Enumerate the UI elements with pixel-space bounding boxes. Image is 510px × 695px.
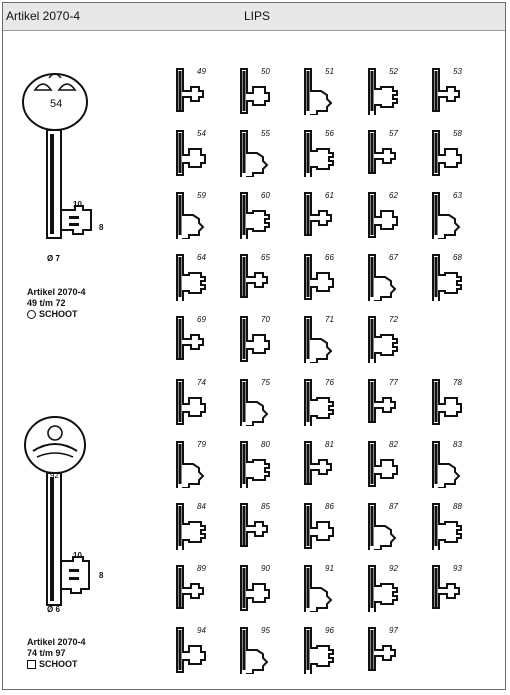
bit-number-label: 65 bbox=[261, 253, 270, 262]
bit-profile-74 bbox=[173, 374, 217, 426]
header-brand: LIPS bbox=[244, 9, 271, 23]
bit-profile-drawing bbox=[429, 560, 473, 612]
bit-number-label: 80 bbox=[261, 440, 270, 449]
bit-profile-58 bbox=[429, 125, 473, 177]
bit-number-label: 85 bbox=[261, 502, 270, 511]
bit-number-label: 86 bbox=[325, 502, 334, 511]
bit-profile-62 bbox=[365, 187, 409, 239]
bit-profile-92 bbox=[365, 560, 409, 612]
bit-profile-59 bbox=[173, 187, 217, 239]
bit-profile-drawing bbox=[301, 622, 345, 674]
bit-profile-drawing bbox=[365, 125, 409, 177]
bit-profile-81 bbox=[301, 436, 345, 488]
bit-number-label: 56 bbox=[325, 129, 334, 138]
bit-profile-drawing bbox=[173, 498, 217, 550]
bit-number-label: 51 bbox=[325, 67, 334, 76]
bit-number-label: 95 bbox=[261, 626, 270, 635]
bit-number-label: 70 bbox=[261, 315, 270, 324]
key-drawing-2 bbox=[19, 413, 119, 613]
bit-profile-drawing bbox=[365, 560, 409, 612]
bit-profile-drawing bbox=[301, 125, 345, 177]
bit-profile-72 bbox=[365, 311, 409, 363]
bit-profile-drawing bbox=[365, 187, 409, 239]
bit-number-label: 50 bbox=[261, 67, 270, 76]
bit-number-label: 94 bbox=[197, 626, 206, 635]
bit-number-label: 93 bbox=[453, 564, 462, 573]
bit-profile-drawing bbox=[173, 560, 217, 612]
bit-profile-drawing bbox=[301, 498, 345, 550]
bit-profile-drawing bbox=[365, 436, 409, 488]
bit-profile-63 bbox=[429, 187, 473, 239]
bit-profile-49 bbox=[173, 63, 217, 115]
bit-profile-drawing bbox=[429, 63, 473, 115]
bit-profile-51 bbox=[301, 63, 345, 115]
key-2-outline bbox=[19, 413, 119, 613]
key-1-bow-number: 54 bbox=[50, 98, 63, 110]
bit-profile-drawing bbox=[237, 622, 281, 674]
bit-profile-61 bbox=[301, 187, 345, 239]
bit-number-label: 69 bbox=[197, 315, 206, 324]
key-2-finish bbox=[27, 659, 86, 670]
bit-profile-77 bbox=[365, 374, 409, 426]
key-1-caption bbox=[27, 287, 86, 320]
bit-profile-drawing bbox=[237, 249, 281, 301]
bit-profile-54 bbox=[173, 125, 217, 177]
bit-profile-86 bbox=[301, 498, 345, 550]
bit-profile-drawing bbox=[237, 436, 281, 488]
bit-profile-75 bbox=[237, 374, 281, 426]
bit-number-label: 53 bbox=[453, 67, 462, 76]
bit-profile-69 bbox=[173, 311, 217, 363]
bit-profile-83 bbox=[429, 436, 473, 488]
bit-number-label: 71 bbox=[325, 315, 334, 324]
bit-number-label: 66 bbox=[325, 253, 334, 262]
key-1-dim-top: 10 bbox=[73, 200, 82, 209]
bit-profile-80 bbox=[237, 436, 281, 488]
key-2-bow-number: 92 bbox=[50, 471, 59, 480]
bit-profile-drawing bbox=[301, 63, 345, 115]
key-2-dim-top: 10 bbox=[73, 551, 82, 560]
bit-number-label: 55 bbox=[261, 129, 270, 138]
bit-profile-82 bbox=[365, 436, 409, 488]
key-1-dim-right: 8 bbox=[99, 223, 104, 232]
key-1-diameter: Ø 7 bbox=[47, 254, 60, 263]
key-2-article: Artikel 2070-4 bbox=[27, 637, 86, 647]
bit-profile-drawing bbox=[237, 187, 281, 239]
bit-profile-91 bbox=[301, 560, 345, 612]
bit-profile-50 bbox=[237, 63, 281, 115]
bit-profile-drawing bbox=[173, 311, 217, 363]
bit-number-label: 64 bbox=[197, 253, 206, 262]
bit-profile-68 bbox=[429, 249, 473, 301]
bit-profile-drawing bbox=[429, 374, 473, 426]
bit-profile-drawing bbox=[301, 311, 345, 363]
bit-number-label: 61 bbox=[325, 191, 334, 200]
bit-profile-95 bbox=[237, 622, 281, 674]
bit-profile-drawing bbox=[173, 125, 217, 177]
bit-number-label: 88 bbox=[453, 502, 462, 511]
bit-profile-drawing bbox=[237, 311, 281, 363]
bit-profile-97 bbox=[365, 622, 409, 674]
bit-profile-drawing bbox=[429, 187, 473, 239]
key-1-article: Artikel 2070-4 bbox=[27, 287, 86, 297]
bit-number-label: 59 bbox=[197, 191, 206, 200]
key-1-finish bbox=[27, 309, 86, 320]
bit-number-label: 75 bbox=[261, 378, 270, 387]
bit-profile-88 bbox=[429, 498, 473, 550]
bit-number-label: 82 bbox=[389, 440, 398, 449]
bit-profile-55 bbox=[237, 125, 281, 177]
bit-profile-90 bbox=[237, 560, 281, 612]
bit-number-label: 89 bbox=[197, 564, 206, 573]
bit-number-label: 74 bbox=[197, 378, 206, 387]
bit-profile-drawing bbox=[237, 63, 281, 115]
bit-profile-drawing bbox=[365, 498, 409, 550]
bit-profile-drawing bbox=[429, 249, 473, 301]
bit-number-label: 79 bbox=[197, 440, 206, 449]
bit-profile-drawing bbox=[173, 187, 217, 239]
key-1-range: 49 t/m 72 bbox=[27, 298, 66, 308]
bit-profile-84 bbox=[173, 498, 217, 550]
key-1-outline bbox=[19, 38, 119, 248]
bit-number-label: 97 bbox=[389, 626, 398, 635]
bit-profile-drawing bbox=[237, 374, 281, 426]
bit-profile-drawing bbox=[301, 374, 345, 426]
bit-profile-78 bbox=[429, 374, 473, 426]
key-drawing-1 bbox=[19, 38, 119, 263]
bit-profile-drawing bbox=[429, 125, 473, 177]
bit-profile-drawing bbox=[173, 436, 217, 488]
bit-profile-70 bbox=[237, 311, 281, 363]
bit-profile-71 bbox=[301, 311, 345, 363]
bit-profile-drawing bbox=[301, 187, 345, 239]
bit-number-label: 63 bbox=[453, 191, 462, 200]
bit-profile-drawing bbox=[365, 249, 409, 301]
bit-profile-drawing bbox=[173, 374, 217, 426]
bit-profile-drawing bbox=[365, 374, 409, 426]
bit-profile-96 bbox=[301, 622, 345, 674]
bit-profile-67 bbox=[365, 249, 409, 301]
key-2-caption bbox=[27, 637, 86, 670]
catalog-sheet bbox=[2, 2, 506, 690]
header-bar bbox=[3, 3, 505, 31]
bit-profile-65 bbox=[237, 249, 281, 301]
bit-profile-drawing bbox=[365, 63, 409, 115]
bit-profile-drawing bbox=[301, 436, 345, 488]
bit-profile-drawing bbox=[429, 436, 473, 488]
bit-number-label: 84 bbox=[197, 502, 206, 511]
bit-profile-drawing bbox=[301, 249, 345, 301]
bit-number-label: 72 bbox=[389, 315, 398, 324]
key-2-finish-label: SCHOOT bbox=[39, 659, 78, 669]
bit-number-label: 68 bbox=[453, 253, 462, 262]
bit-number-label: 90 bbox=[261, 564, 270, 573]
bit-number-label: 92 bbox=[389, 564, 398, 573]
key-1-finish-label: SCHOOT bbox=[39, 309, 78, 319]
bit-profile-76 bbox=[301, 374, 345, 426]
bit-number-label: 96 bbox=[325, 626, 334, 635]
bit-number-label: 78 bbox=[453, 378, 462, 387]
bit-profile-85 bbox=[237, 498, 281, 550]
bit-profile-60 bbox=[237, 187, 281, 239]
bit-profile-87 bbox=[365, 498, 409, 550]
bit-profile-drawing bbox=[365, 311, 409, 363]
bit-number-label: 52 bbox=[389, 67, 398, 76]
bit-profile-57 bbox=[365, 125, 409, 177]
bit-profile-drawing bbox=[237, 498, 281, 550]
bit-profile-89 bbox=[173, 560, 217, 612]
key-2-range: 74 t/m 97 bbox=[27, 648, 66, 658]
bit-number-label: 91 bbox=[325, 564, 334, 573]
circle-icon bbox=[27, 310, 36, 319]
bit-profile-drawing bbox=[173, 63, 217, 115]
key-2-dim-right: 8 bbox=[99, 571, 104, 580]
bit-profile-drawing bbox=[301, 560, 345, 612]
bit-profile-drawing bbox=[365, 622, 409, 674]
bit-profile-93 bbox=[429, 560, 473, 612]
key-2-diameter: Ø 6 bbox=[47, 605, 60, 614]
bit-number-label: 83 bbox=[453, 440, 462, 449]
bit-profile-drawing bbox=[173, 622, 217, 674]
bit-profile-64 bbox=[173, 249, 217, 301]
square-icon bbox=[27, 660, 36, 669]
bit-number-label: 58 bbox=[453, 129, 462, 138]
bit-profile-drawing bbox=[429, 498, 473, 550]
bit-number-label: 60 bbox=[261, 191, 270, 200]
header-article: Artikel 2070-4 bbox=[6, 9, 81, 23]
bit-profile-79 bbox=[173, 436, 217, 488]
bit-profile-drawing bbox=[237, 125, 281, 177]
bit-profile-52 bbox=[365, 63, 409, 115]
bit-profile-66 bbox=[301, 249, 345, 301]
bit-number-label: 81 bbox=[325, 440, 334, 449]
bit-profile-94 bbox=[173, 622, 217, 674]
bit-profile-drawing bbox=[173, 249, 217, 301]
bit-number-label: 49 bbox=[197, 67, 206, 76]
bit-number-label: 87 bbox=[389, 502, 398, 511]
bit-number-label: 62 bbox=[389, 191, 398, 200]
bit-number-label: 54 bbox=[197, 129, 206, 138]
bit-number-label: 76 bbox=[325, 378, 334, 387]
bit-number-label: 77 bbox=[389, 378, 398, 387]
bit-number-label: 57 bbox=[389, 129, 398, 138]
bit-profile-drawing bbox=[237, 560, 281, 612]
bit-number-label: 67 bbox=[389, 253, 398, 262]
bit-profile-56 bbox=[301, 125, 345, 177]
bit-profile-53 bbox=[429, 63, 473, 115]
